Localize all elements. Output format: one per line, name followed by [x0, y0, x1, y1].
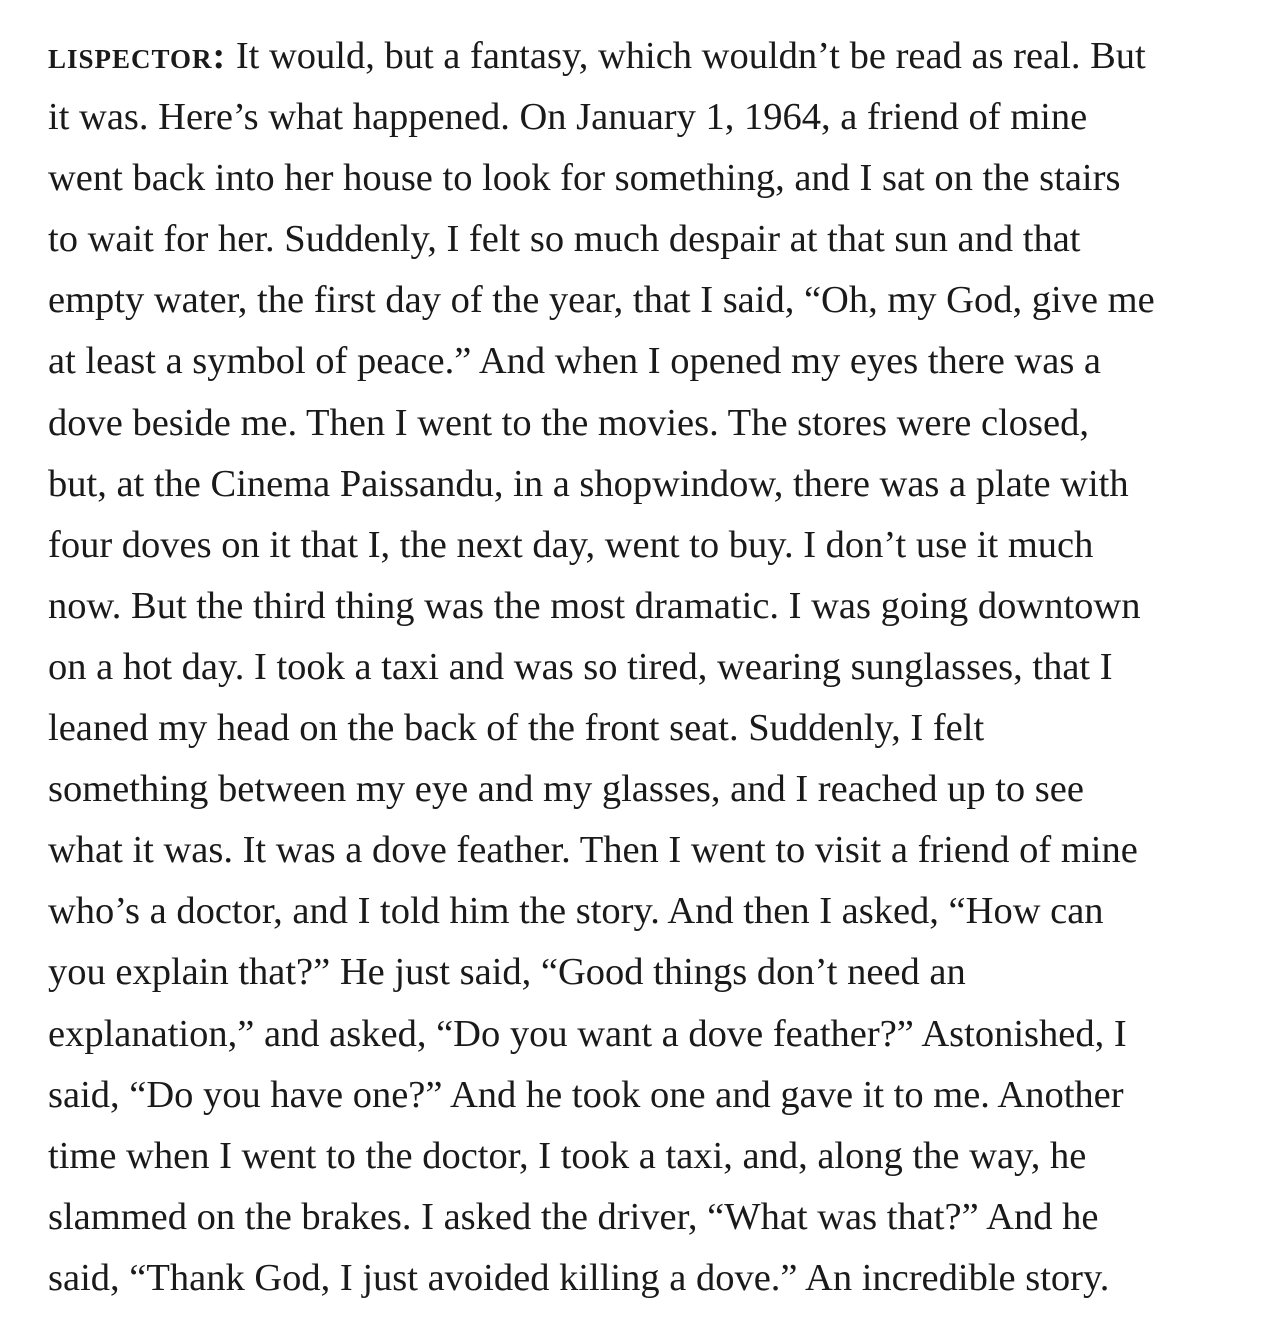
text-line: slammed on the brakes. I asked the driver, “What was that?” And he — [48, 1195, 1099, 1238]
speaker-label: lispector: — [48, 35, 227, 77]
text-line: to wait for her. Suddenly, I felt so much despair at that sun and that — [48, 218, 1081, 261]
text-line: time when I went to the doctor, I took a taxi, and, along the way, he — [48, 1134, 1087, 1177]
text-line: empty water, the first day of the year, that I said, “Oh, my God, give me — [48, 279, 1155, 322]
text-line: leaned my head on the back of the front seat. Suddenly, I felt — [48, 707, 985, 750]
text-line: something between my eye and my glasses, and I reached up to see — [48, 768, 1084, 811]
text-line: said, “Do you have one?” And he took one and gave it to me. Another — [48, 1073, 1124, 1116]
text-line: now. But the third thing was the most dramatic. I was going downtown — [48, 584, 1141, 627]
text-line: what it was. It was a dove feather. Then I went to visit a friend of mine — [48, 829, 1138, 872]
text-line: explanation,” and asked, “Do you want a dove feather?” Astonished, I — [48, 1012, 1127, 1055]
text-line: on a hot day. I took a taxi and was so tired, wearing sunglasses, that I — [48, 645, 1113, 688]
text-line: it was. Here’s what happened. On January 1, 1964, a friend of mine — [48, 96, 1088, 139]
text-line: at least a symbol of peace.” And when I opened my eyes there was a — [48, 340, 1102, 383]
text-line: four doves on it that I, the next day, went to buy. I don’t use it much — [48, 523, 1094, 566]
text-line: who’s a doctor, and I told him the story. And then I asked, “How can — [48, 890, 1104, 933]
text-line: dove beside me. Then I went to the movies. The stores were closed, — [48, 401, 1090, 444]
text-line: you explain that?” He just said, “Good things don’t need an — [48, 951, 966, 994]
text-line: but, at the Cinema Paissandu, in a shopwindow, there was a plate with — [48, 462, 1129, 505]
text-line: went back into her house to look for something, and I sat on the stairs — [48, 157, 1121, 200]
text-line — [48, 26, 1258, 87]
text-line-content: It would, but a fantasy, which wouldn’t be read as real. But — [226, 35, 1146, 77]
interview-answer-paragraph — [48, 26, 1258, 1309]
text-line: said, “Thank God, I just avoided killing a dove.” An incredible story. — [48, 1256, 1110, 1299]
interview-page — [48, 26, 1258, 1309]
